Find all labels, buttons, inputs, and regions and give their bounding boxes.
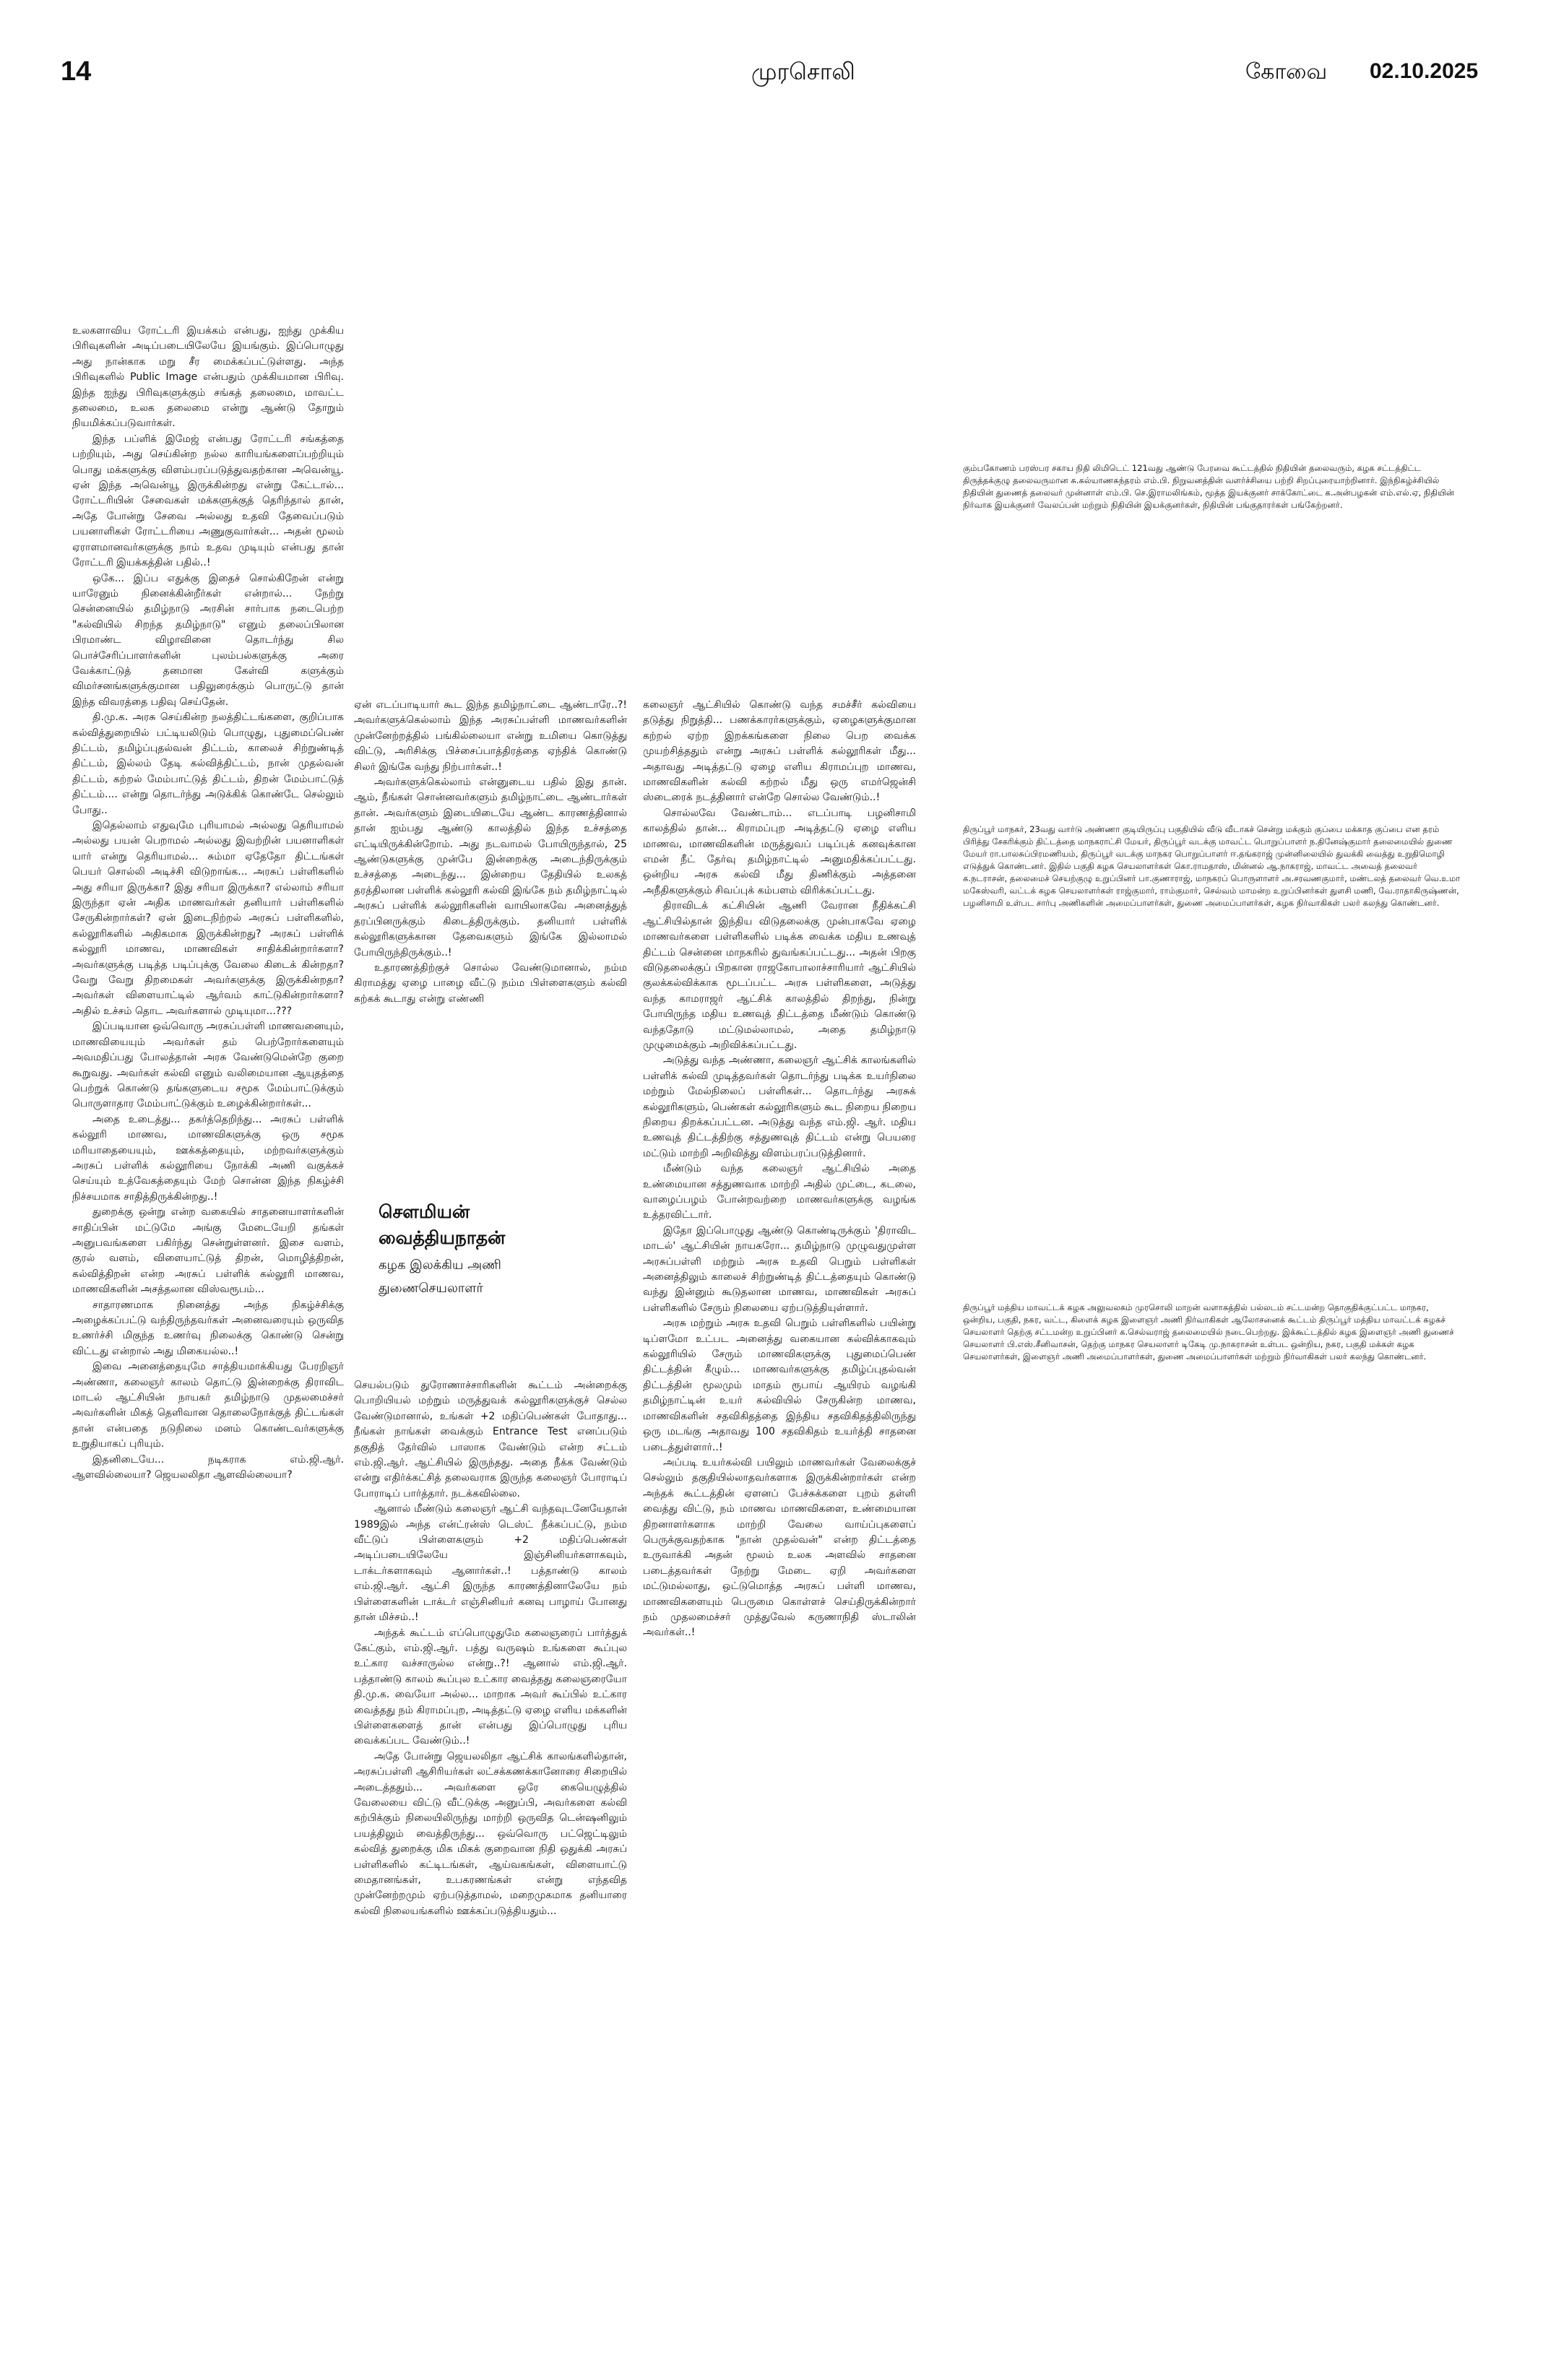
article-paragraph: செயல்படும் துரோணாச்சாரிகளின் கூட்டம் அன்றைக்கு பொறியியல் மற்றும் மருத்துவக் கல்லூரிகளுக்குச் செல்ல வேண்டுமானால், உங்கள் +2 மதிப்பெண்கள் போதாது... நீங்கள் நாங்கள் வைக்கும் Entrance Test எனப்படும் தகுதித் தேர்வில் பாஸாக வேண்டும் என்ற சட்டம் எம்.ஜி.ஆர். ஆட்சியில் இருந்தது. அதை நீக்க வேண்டும் என்று எதிர்க்கட்சித் தலைவராக இருந்த கலைஞர் போராடிப் போராடிப் பார்த்தார். நடக்கவில்லை. — [354, 1380, 627, 1500]
article-paragraph: உலகளாவிய ரோட்டரி இயக்கம் என்பது, ஐந்து முக்கிய பிரிவுகளின் அடிப்படையிலேயே இயங்கும். இப்பொழுது அது நான்காக மறு சீர மைக்கப்பட்டுள்ளது. அந்த பிரிவுகளில் Public Image என்பதும் முக்கியமான பிரிவு. இந்த ஐந்து பிரிவுகளுக்கும் சங்கத் தலைமை, மாவட்ட தலைமை, உலக தலைமை என்று ஆண்டு தோறும் நியமிக்கப்படுவார்கள். — [72, 325, 344, 430]
author-role — [379, 1254, 537, 1300]
newspaper-name: முரசொலி — [751, 58, 855, 85]
author-byline — [379, 1199, 537, 1300]
article-column-3 — [643, 698, 916, 2376]
article-paragraph: இதனிடையே... நடிகராக எம்.ஜி.ஆர். ஆளவில்லையா? ஜெயலலிதா ஆளவில்லையா? — [72, 1453, 344, 1481]
article-paragraph: இதோ இப்பொழுது ஆண்டு கொண்டிருக்கும் 'திராவிட மாடல்' ஆட்சியின் நாயகரோ... தமிழ்நாடு முழுவதுமுள்ள அரசுப்பள்ளி மற்றும் அரசு உதவி பெறும் பள்ளிகள் அனைத்திலும் காலைச் சிற்றுண்டித் திட்டத்தையும் கொண்டு வந்து இன்னும் கூடுதலான மாணவ, மாணவிகள் அரசுப் பள்ளிகளில் சேரும் நிலையை ஏற்படுத்தியுள்ளார். — [643, 1224, 916, 1314]
article-paragraph: அந்தக் கூட்டம் எப்பொழுதுமே கலைஞரைப் பார்த்துக் கேட்கும், எம்.ஜி.ஆர். பத்து வருஷம் உங்களை கூப்புல உட்கார வச்சாருல்ல என்று..?! ஆனால் எம்.ஜி.ஆர். பத்தாண்டு காலம் கூப்புல உட்கார வைத்தது கலைஞரையோ தி.மு.க. வையோ அல்ல... மாறாக அவர் கூப்பில் உட்கார வைத்தது நம் கிராமப்புற, அடித்தட்டு ஏழை எளிய மக்களின் பிள்ளைகளைத் தான் என்பது இப்பொழுது புரிய வைக்கப்பட வேண்டும்..! — [354, 1627, 627, 1747]
article-paragraph: இவை அனைத்தையுமே சாத்தியமாக்கியது பேரறிஞர் அண்ணா, கலைஞர் காலம் தொட்டு இன்றைக்கு திராவிட மாடல் ஆட்சியின் நாயகர் தமிழ்நாடு முதலமைச்சர் அவர்களின் மிகத் தெளிவான தொலைநோக்குத் திட்டங்கள் தான் என்பதை நடுநிலை மனம் கொண்டவர்களுக்கு உறுதியாகப் புரியும். — [72, 1361, 344, 1450]
article-paragraph: அரசு மற்றும் அரசு உதவி பெறும் பள்ளிகளில் பயின்று டிப்ளமோ உட்பட அனைத்து வகையான கல்விக்காகவும் கல்லூரியில் சேரும் மாணவிகளுக்கு புதுமைப்பெண் திட்டத்தின் கீழும்... மாணவர்களுக்கு தமிழ்ப்புதல்வன் திட்டத்தின் மூலமும் மாதம் ரூபாய் ஆயிரம் வழங்கி தமிழ்நாட்டின் உயர் கல்வியில் சேருகின்ற மாணவ, மாணவிகளின் சதவிகிதத்தை இந்திய சதவிகிதத்திலிருந்து ஒரு மடங்கு அதாவது 100 சதவிகிதம் உயர்த்தி சாதனை படைத்துள்ளார்..! — [643, 1317, 916, 1453]
article-paragraph: அவர்களுக்கெல்லாம் என்னுடைய பதில் இது தான். ஆம், நீங்கள் சொன்னவர்களும் தமிழ்நாட்டை ஆண்டார்கள் தான். அவர்களும் இடையிடையே ஆண்ட காரணத்தினால் தான் ஐம்பது ஆண்டு காலத்தில் இந்த உச்சத்தை எட்டியிருக்கின்றோம். அது நடவாமல் போயிருந்தால், 25 ஆண்டுகளுக்கு முன்பே இன்றைக்கு அடைந்திருக்கும் உச்சத்தை அடைந்து... இன்றைய தேதியில் உலகத் தரத்திலான பள்ளிக் கல்லூரி கல்வி இங்கே நம் தமிழ்நாட்டில் அரசுப் பள்ளிக் கல்லூரிகளின் வாயிலாகவே அனைத்துத் தரப்பினருக்கும் கிடைத்திருக்கும். தனியார் பள்ளிக் கல்லூரிகளுக்கான தேவைகளும் இங்கே இல்லாமல் போயிருந்திருக்கும்..! — [354, 776, 627, 959]
article-column-2-top — [354, 698, 627, 1138]
article-paragraph: தி.மு.க. அரசு செய்கின்ற நலத்திட்டங்களை, குறிப்பாக கல்வித்துறையில் பட்டியலிடும் பொழுது, புதுமைப்பெண் திட்டம், தமிழ்ப்புதல்வன் திட்டம், காலைச் சிற்றுண்டித் திட்டம், இல்லம் தேடி கல்வித்திட்டம், நான் முதல்வன் திட்டம், கற்றல் மேம்பாட்டுத் திட்டம், திறன் மேம்பாட்டுத் திட்டம்.... என்று தொடர்ந்து அடுக்கிக் கொண்டே செல்லும் போது.. — [72, 711, 344, 816]
article-paragraph: துறைக்கு ஒன்று என்ற வகையில் சாதனையாளர்களின் சாதிப்பின் மட்டுமே அங்கு மேடையேறி தங்கள் அனுபவங்களை பகிர்ந்து சென்றுள்ளனர். இசை வளம், குரல் வளம், விளையாட்டுத் திறன், மொழித்திறன், கல்வித்திறன் என்ற அரசுப் பள்ளிக் கல்லூரி மாணவ, மாணவிகளின் அசத்தலான விஸ்வரூபம்... — [72, 1206, 344, 1296]
issue-date: 02.10.2025 — [1370, 59, 1479, 83]
article-paragraph: கலைஞர் ஆட்சியில் கொண்டு வந்த சமச்சீர் கல்வியை தடுத்து நிறுத்தி... பணக்காரர்களுக்கும், ஏழைகளுக்குமான கற்றல் ஏற்ற இறக்கங்களை நிலை பெற வைக்க முயற்சித்ததும் என்று அரசுப் பள்ளிக் கல்லூரிகள் மீது... அதாவது அடித்தட்டு ஏழை எளிய கிராமப்புற மாணவ, மாணவிகளின் கல்வி கற்றல் மீது ஒரு எமர்ஜென்சி ஸ்டைரைக் நடத்தினார் என்றே சொல்ல வேண்டும்..! — [643, 699, 916, 804]
article-paragraph: சொல்லவே வேண்டாம்... எடப்பாடி பழனிசாமி காலத்தில் தான்... கிராமப்புற அடித்தட்டு ஏழை எளிய மாணவ, மாணவிகளின் மருத்துவப் படிப்புக் கனவுக்கான எமன் நீட் தேர்வு தமிழ்நாட்டில் அனுமதிக்கப்பட்டது. ஒன்றிய அரசு கல்வி மீது திணிக்கும் அத்தனை அநீதிகளுக்கும் சிவப்புக் கம்பளம் விரிக்கப்பட்டது. — [643, 807, 916, 896]
photo-caption-1: கும்பகோணம் பரஸ்பர சகாய நிதி லிமிடெட் 121வது ஆண்டு பேரவை கூட்டத்தில் நிதியின் தலைவரும், கழக சட்டத்திட்ட திருத்தக்குழு தலைவருமான சு.கல்யாணசுந்தரம் எம்.பி. நிறுவனத்தின் வளர்ச்சியை பற்றி சிறப்புரையாற்றினார். இந்நிகழ்ச்சியில் நிதியின் துணைத் தலைவர் முன்னாள் எம்.பி. செ.இராமலிங்கம், மூத்த இயக்குனர் சாக்கோட்டை க.அன்பழகன் எம்.எல்.ஏ, நிதியின் நிர்வாக இயக்குனர் வேலப்பன் மற்றும் நிதியின் இயக்குனர்கள், நிதியின் பங்குதாரர்கள் பங்கேற்றனர். — [963, 463, 1455, 510]
page-header — [0, 0, 1543, 87]
article-paragraph: ஒகே... இப்ப எதுக்கு இதைச் சொல்கிறேன் என்று யாரேனும் நினைக்கின்றீர்கள் என்றால்... நேற்று சென்னையில் தமிழ்நாடு அரசின் சார்பாக நடைபெற்ற "கல்வியில் சிறந்த தமிழ்நாடு" எனும் தலைப்பிலான பிரமாண்ட விழாவினை தொடர்ந்து சில பொச்சேரிப்பாளர்களின் புலம்பல்களுக்கு அரை வேக்காட்டுத் தனமான கேள்வி களுக்கும் விமர்சனங்களுக்குமான பதிலுரைக்கும் பொருட்டு தான் இந்த விவரத்தை பதிவு செய்தேன். — [72, 572, 344, 708]
article-paragraph: திராவிடக் கட்சியின் ஆணி வேரான நீதிக்கட்சி ஆட்சியில்தான் இந்திய விடுதலைக்கு முன்பாகவே ஏழை மாணவர்களை பள்ளிகளில் படிக்க வைக்க மதிய உணவுத் திட்டம் சென்னை மாநகரில் துவங்கப்பட்டது... அதன் பிறகு விடுதலைக்குப் பிறகான ராஜகோபாலாச்சாரியார் ஆட்சியில் குலக்கல்விக்காக மூடப்பட்ட அரசு பள்ளிகளை, அடுத்து வந்த காமராஜர் ஆட்சிக் காலத்தில் திறந்து, நின்று போயிருந்த மதிய உணவுத் திட்டத்தை மீண்டும் கொண்டு வந்ததோடு மட்டுமல்லாமல், அதை தமிழ்நாடு முழுமைக்கும் அறிவிக்கப்பட்டது. — [643, 900, 916, 1051]
page-number: 14 — [61, 56, 92, 87]
article-paragraph: அடுத்து வந்த அண்ணா, கலைஞர் ஆட்சிக் காலங்களில் பள்ளிக் கல்வி முடித்தவர்கள் தொடர்ந்து படிக்க உயர்நிலை மற்றும் மேல்நிலைப் பள்ளிகள்... தொடர்ந்து அரசுக் கல்லூரிகளும், பெண்கள் கல்லூரிகளும் கூட நிறைய நிறைய நிறைய திறக்கப்பட்டன. அடுத்து வந்த எம்.ஜி. ஆர். மதிய உணவுத் திட்டத்திற்கு சத்துணவுத் திட்டம் என்று பெயரை மட்டும் மாற்றி அறிவித்து விளம்பரப்படுத்தினார். — [643, 1055, 916, 1159]
edition-name: கோவை — [1245, 59, 1328, 85]
article-paragraph: அதே போன்று ஜெயலலிதா ஆட்சிக் காலங்களில்தான், அரசுப்பள்ளி ஆசிரியர்கள் லட்சக்கணக்கானோரை சிறையில் அடைத்ததும்... அவர்களை ஒரே கையெழுத்தில் வேலையை விட்டு வீட்டுக்கு அனுப்பி, அவர்களை கல்வி கற்பிக்கும் நிலையிலிருந்து மாற்றி ஒருவித டென்ஷனிலும் பயத்திலும் வைத்திருந்து... ஒவ்வொரு பட்ஜெட்டிலும் கல்வித் துறைக்கு மிக மிகக் குறைவான நிதி ஒதுக்கி அரசுப் பள்ளிகளில் கட்டிடங்கள், ஆய்வகங்கள், விளையாட்டு மைதானங்கள், உபகரணங்கள் என்று எந்தவித முன்னேற்றமும் ஏற்படுத்தாமல், மறைமுகமாக தனியாரை கல்வி நிலையங்களில் ஊக்கப்படுத்தியதும்... — [354, 1750, 627, 1917]
article-paragraph: இதெல்லாம் எதுவுமே புரியாமல் அல்லது தெரியாமல் அல்லது பயன் பெறாமல் அல்லது இவற்றின் பயனாளிகள் யார் என்று தெரியாமல்... சும்மா ஏதேதோ திட்டங்கள் பெயர் சொல்லி அடிச்சி விடுறாங்க... அரசுப் பள்ளிகளில் அது சரியா இருக்கா? இது சரியா இருக்கா? எல்லாம் சரியா இருந்தா ஏன் அதிக மாணவர்கள் தனியார் பள்ளிகளில் சேருகின்றார்கள்? ஏன் இடைநிற்றல் அரசுப் பள்ளிகளில், கல்லூரிகளில் அதிகமாக இருக்கின்றது? அரசுப் பள்ளிக் கல்லூரி மாணவ, மாணவிகள் சாதிக்கின்றார்களா? அவர்களுக்கு படித்த படிப்புக்கு வேலை கிடைக் கின்றதா? வேறு வேறு திறமைகள் அவர்களுக்கு இருக்கின்றதா? அவர்கள் விளையாட்டில் ஆர்வம் காட்டுகின்றார்களா? அதில் உச்சம் தொட அவர்களால் முடியுமா...??? — [72, 820, 344, 1017]
article-paragraph: ஆனால் மீண்டும் கலைஞர் ஆட்சி வந்தவுடனேயேதான் 1989இல் அந்த என்ட்ரன்ஸ் டெஸ்ட் நீக்கப்பட்டு, நம்ம வீட்டுப் பிள்ளைகளும் +2 மதிப்பெண்கள் அடிப்படையிலேயே இஞ்சினியர்களாகவும், டாக்டர்களாகவும் ஆனார்கள்..! பத்தாண்டு காலம் எம்.ஜி.ஆர். ஆட்சி இருந்த காரணத்தினாலேயே நம் பிள்ளைகளின் டாக்டர் எஞ்சினியர் கனவு பாழாய் போனது தான் மிச்சம்..! — [354, 1503, 627, 1624]
article-paragraph: அதை உடைத்து... தகர்த்தெறிந்து... அரசுப் பள்ளிக் கல்லூரி மாணவ, மாணவிகளுக்கு ஒரு சமூக மரியாதையையும், ஊக்கத்தையும், மற்றவர்களுக்கும் அரசுப் பள்ளிக் கல்லூரியை நோக்கி அணி வகுக்கச் செய்யும் உத்வேகத்தையும் மேற் சொன்ன இந்த நிகழ்ச்சி நிச்சயமாக சாதித்திருக்கின்றது..! — [72, 1113, 344, 1203]
article-paragraph: ஏன் எடப்பாடியார் கூட இந்த தமிழ்நாட்டை ஆண்டாரே..?! அவர்களுக்கெல்லாம் இந்த அரசுப்பள்ளி மாணவர்களின் முன்னேற்றத்தில் பங்கில்லையா என்று உமியை கொடுத்து விட்டு, அரிசிக்கு பிச்சைப்பாத்திரத்தை ஏந்திக் கொண்டு சிலர் இங்கே வந்து நிற்பார்கள்..! — [354, 699, 627, 773]
article-paragraph: இப்படியான ஒவ்வொரு அரசுப்பள்ளி மாணவனையும், மாணவியையும் அவர்கள் தம் பெற்றோர்களையும் அவமதிப்பது போலத்தான் அரசு வேண்டுமென்றே குறை கூறுவது. அவர்கள் கல்வி எனும் வலிமையான ஆயுதத்தை பெற்றுக் கொண்டு தங்களுடைய சமூக மேம்பாட்டுக்கும் பொருளாதார மேம்பாட்டுக்கும் உழைக்கின்றார்கள்... — [72, 1021, 344, 1110]
article-paragraph: மீண்டும் வந்த கலைஞர் ஆட்சியில் அதை உண்மையான சத்துணவாக மாற்றி அதில் முட்டை, கடலை, வாழைப்பழம் போன்றவற்றை மாணவர்களுக்கு வழங்க உத்தரவிட்டார். — [643, 1163, 916, 1221]
photo-caption-3: திருப்பூர் மத்திய மாவட்டக் கழக அலுவலகம் முரசொலி மாறன் வளாகத்தில் பல்லடம் சட்டமன்ற தொகுதிக்குட்பட்ட மாநகர, ஒன்றிய, பகுதி, நகர, வட்ட, கிளைக் கழக இளைஞர் அணி நிர்வாகிகள் ஆலோசனைக் கூட்டம் திருப்பூர் மத்திய மாவட்டக் கழகச் செயலாளர் தெற்கு சட்டமன்ற உறுப்பினர் க.செல்வராஜ் தலைமையில் நடைபெற்றது. இக்கூட்டத்தில் கழக இளைஞர் அணி துணைச் செயலாளர் பி.எஸ்.சீனிவாசன், தெற்கு மாநகர செயலாளர் டிகேடி மு.நாகராசன் உள்பட ஒன்றிய, நகர, பகுதி மக்கள் கழக செயலாளர்கள், இளைஞர் அணி அமைப்பாளர்கள், துணை அமைப்பாளர்கள் மற்றும் நிர்வாகிகள் பலர் கலந்து கொண்டனர். — [963, 1302, 1454, 1362]
article-paragraph: இந்த பப்ளிக் இமேஜ் என்பது ரோட்டரி சங்கத்தை பற்றியும், அது செய்கின்ற நல்ல காரியங்களைப்பற்றியும் பொது மக்களுக்கு விளம்பரப்படுத்துவதற்கான அவென்யூ. ஏன் இந்த அவென்யூ இருக்கின்றது என்று கேட்டால்... ரோட்டரியின் சேவைகள் மக்களுக்குத் தெரிந்தால் தான், அதே போன்று சேவை அல்லது உதவி தேவைப்படும் பயனாளிகள் ரோட்டரியை அணுகுவார்கள்... அதன் மூலம் ஏராளமானவர்களுக்கு நாம் உதவ முடியும் என்பது தான் ரோட்டரி இயக்கத்தின் பதில்..! — [72, 433, 344, 569]
article-paragraph: உதாரணத்திற்குச் சொல்ல வேண்டுமானால், நம்ம கிராமத்து ஏழை பாழை வீட்டு நம்ம பிள்ளைகளும் கல்வி கற்கக் கூடாது என்று எண்ணி — [354, 961, 627, 1005]
article-paragraph: சாதாரணமாக நினைத்து அந்த நிகழ்ச்சிக்கு அழைக்கப்பட்டு வந்திருந்தவர்கள் அனைவரையும் ஒருவித உணர்ச்சி மிகுந்த உணர்வு நிலைக்கு கொண்டு சென்று விட்டது என்றால் அது மிகையல்ல..! — [72, 1299, 344, 1357]
article-paragraph: அப்படி உயர்கல்வி பயிலும் மாணவர்கள் வேலைக்குச் செல்லும் தகுதியில்லாதவர்களாக இருக்கின்றார்கள் என்ற அந்தக் கூட்டத்தின் ஏளனப் பேச்சுக்களை புறம் தள்ளி வைத்து விட்டு, நம் மாணவ மாணவிகளை, உண்மையான திறனாளர்களாக மாற்றி வேலை வாய்ப்புகளைப் பெருக்குவதற்காக "நான் முதல்வன்" என்ற திட்டத்தை உருவாக்கி அதன் மூலம் உலக அளவில் சாதனை படைத்தவர்கள் நேற்று மேடை ஏறி அவர்களை மட்டுமல்லாது, ஒட்டுமொத்த அரசுப் பள்ளி மாணவ, மாணவிகளையும் பெருமை கொள்ளச் செய்திருக்கின்றார் நம் முதலமைச்சர் முத்துவேல் கருணாநிதி ஸ்டாலின் அவர்கள்..! — [643, 1456, 916, 1639]
author-role-line1: கழக இலக்கிய அணி — [379, 1258, 501, 1273]
author-name-line1: சௌமியன் — [379, 1201, 470, 1222]
article-column-2-bottom — [354, 1378, 627, 2376]
author-role-line2: துணைசெயலாளர் — [379, 1281, 483, 1296]
author-name-line2: வைத்தியநாதன் — [379, 1227, 506, 1248]
article-column-1 — [72, 324, 344, 2376]
photo-caption-2: திருப்பூர் மாநகர், 23வது வார்டு அண்ணா குடியிருப்பு பகுதியில் வீடு வீடாகச் சென்று மக்கும் குப்பை மக்காத குப்பை என தரம் பிரித்து சேகரிக்கும் திட்டத்தை மாநகராட்சி மேயர், திருப்பூர் வடக்கு மாவட்ட பொறுப்பாளர் ந.தினேஷ்குமார் தலைமையில் துணை மேயர் ரா.பாலசுப்பிரமணியம், திருப்பூர் வடக்கு மாநகர பொறுப்பாளர் ஈ.தங்கராஜ் முன்னிலையில் துவக்கி வைத்து உறுதிமொழி எடுத்துக் கொண்டனர். இதில் பகுதி கழக செயலாளர்கள் கொ.ராமதாஸ், மின்னல் ஆ.நாகராஜ், மாவட்ட அவைத் தலைவர் க.நடராசன், தலைமைச் செயற்குழு உறுப்பினர் பா.குணாராஜ், மாநகரப் பொருளாளர் அ.சரவணகுமார், மண்டலத் தலைவர் வெ.உமா மகேஸ்வரி, வட்டக் கழக செயலாளர்கள் ராஜ்குமார், ராம்குமார், செல்வம் மாமன்ற உறுப்பினர்கள் துளசி மணி, வே.ராதாகிருஷ்ணன், பழனிசாமி உள்பட சார்பு அணிகளின் அமைப்பாளர்கள், துணை அமைப்பாளர்கள், கழக நிர்வாகிகள் பலர் கலந்து கொண்டனர். — [963, 824, 1461, 908]
